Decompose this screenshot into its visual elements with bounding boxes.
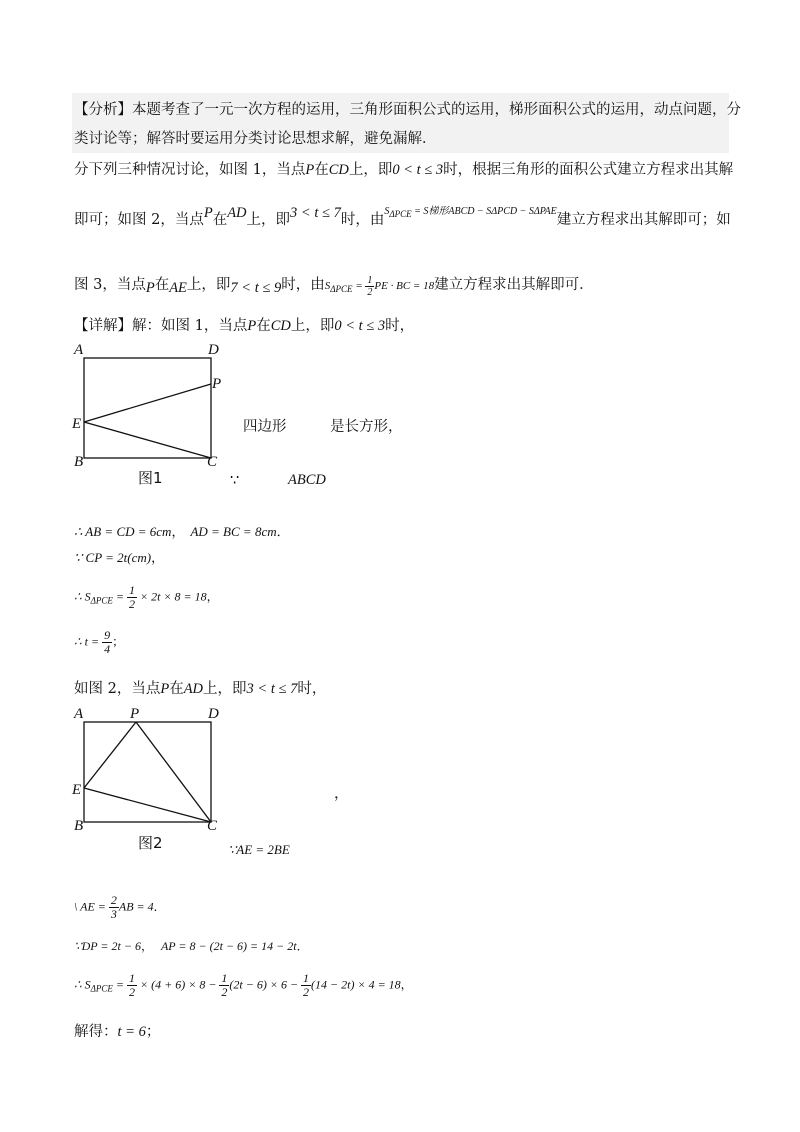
analysis-line-4 [74,205,731,234]
frac-den: 2 [367,287,373,298]
segment-pc [136,722,211,822]
step2-line-3 [74,972,413,999]
eq2-sub: ΔPCE [389,209,412,219]
analysis-text-4e: 建立方程求出其解即可；如 [556,212,731,228]
frac-den: 2 [221,985,228,999]
step1-line-4 [74,629,124,656]
punct: ． [296,939,309,953]
label-a: A [74,342,84,358]
analysis-line-5 [74,275,594,299]
detail-text-1d: 时， [385,318,415,334]
step1-line-3 [74,584,219,611]
step1-eq-a: ∴ AB = CD = 6cm [74,524,172,539]
step2-rest: AB = 4 [118,899,154,914]
eq3-s: S [324,280,331,293]
eq3-sub: ΔPCE [330,284,353,295]
frac-num: 1 [367,275,373,286]
detail-heading: 【详解】 [74,318,132,334]
eq2-rest: = S梯形ABCD − SΔPCD − SΔPAE [411,206,557,217]
label-p: P [212,376,222,392]
analysis-text-4a: 即可；如图 2，当点 [74,212,204,228]
punct: ， [171,525,185,540]
fig1-side-text-1: 四边形 [243,419,287,435]
frac-den: 2 [129,597,136,611]
step1-cp: ∵ CP = 2t(cm) [74,550,152,565]
step2-term-3: (14 − 2t) × 4 = 18 [311,977,401,992]
step2-line-1 [74,894,166,921]
label-d: D [208,342,219,358]
rectangle-abcd [84,358,211,458]
step1-s: ∴ S [74,589,91,604]
label-c: C [207,818,218,834]
eq3-eq: = [352,280,366,293]
point-p: P [145,280,155,297]
segment-cd: CD [328,162,349,178]
label-d: D [208,706,219,722]
step2-ap: AP = 8 − (2t − 6) = 14 − 2t [160,939,297,953]
solve-label: 解得： [74,1024,118,1040]
range-case-2: 3 < t ≤ 7 [246,681,298,697]
case2-intro [74,679,326,699]
figure-2-caption: 图2 [138,834,163,852]
analysis-line-3 [74,160,733,180]
label-e: E [72,416,82,432]
detail-text-1a: 解：如图 1，当点 [132,318,248,334]
fraction-one-half [301,972,311,999]
point-p: P [247,318,257,334]
analysis-line-2: 类讨论等；解答时要运用分类讨论思想求解，避免漏解． [74,131,437,147]
range-case-2: 3 < t ≤ 7 [290,205,341,221]
eq2-s: S [384,206,390,217]
label-b: B [74,818,84,834]
punct: ； [112,634,125,649]
punct: ； [145,1024,161,1040]
frac-num: 9 [104,628,111,642]
frac-num: 1 [221,971,228,985]
fig1-side-text-2: 是长方形， [330,419,403,435]
detail-line-1 [74,316,414,336]
analysis-text-5e: 建立方程求出其解即可． [434,277,594,294]
frac-num: 1 [129,583,136,597]
analysis-text-4c: 上，即 [246,212,291,228]
analysis-text-3b: 在 [314,162,329,178]
analysis-text-5a: 图 3，当点 [74,277,146,294]
fraction-two-thirds [109,894,119,921]
analysis-text-3c: 上，即 [348,162,393,178]
fraction-nine-quarters [102,629,112,656]
figure-2 [64,702,354,857]
step1-t: ∴ t = [74,634,103,649]
analysis-line-1 [74,100,741,120]
step2-eq: = [112,977,128,992]
analysis-text-5b: 在 [154,277,170,294]
fig2-comma: ， [334,786,349,802]
detail-text-1b: 在 [256,318,271,334]
frac-num: 1 [303,971,310,985]
step2-line-4 [74,1022,160,1042]
analysis-heading: 【分析】 [74,102,132,118]
case2-text-a: 如图 2，当点 [74,681,161,697]
label-e: E [72,782,82,798]
frac-num: 1 [129,971,136,985]
eq3-rest: PE · BC = 18 [374,280,435,293]
solution-t: t = 6 [117,1024,146,1040]
detail-text-1c: 上，即 [290,318,335,334]
segment-ae: AE [169,280,187,297]
case2-text-c: 上，即 [203,681,247,697]
segment-ec [84,788,211,822]
step2-term-1: × (4 + 6) × 8 − [137,977,220,992]
point-p: P [203,205,213,221]
segment-ad: AD [227,205,247,221]
step1-eq-b: AD = BC = 8cm [190,524,277,539]
step1-line-2 [74,548,164,569]
segment-cd: CD [270,318,291,334]
range-case-1: 0 < t ≤ 3 [334,318,386,334]
punct: ． [153,899,166,914]
analysis-text-3a: 分下列三种情况讨论，如图 1，当点 [74,162,306,178]
punct: ， [206,589,219,604]
step1-sub: ΔPCE [90,595,113,606]
frac-den: 2 [129,985,136,999]
punct: ． [276,525,290,540]
analysis-text-4d: 时，由 [340,212,385,228]
frac-num: 2 [110,893,117,907]
case2-text-b: 在 [169,681,184,697]
case2-text-d: 时， [297,681,327,697]
punct: ， [400,977,413,992]
frac-den: 4 [104,642,111,656]
punct: ， [151,551,165,566]
range-case-1: 0 < t ≤ 3 [392,162,444,178]
step2-ae: \ AE = [74,899,109,914]
step2-sub: ΔPCE [90,983,113,994]
frac-den: 3 [110,907,117,921]
analysis-text-4b: 在 [212,212,228,228]
step1-line-1 [74,522,290,543]
segment-ad: AD [183,681,204,697]
segment-ep [84,722,136,788]
point-p: P [305,162,315,178]
fraction-one-half [127,972,137,999]
range-case-3: 7 < t ≤ 9 [230,280,282,297]
segment-ec [84,422,211,458]
fig1-because: ∵ [230,473,240,489]
frac-den: 2 [303,985,310,999]
step2-s: ∴ S [74,977,91,992]
point-p: P [160,681,170,697]
punct: ， [140,939,153,953]
label-p: P [130,706,140,722]
step2-term-2: (2t − 6) × 6 − [229,977,302,992]
step2-line-2 [74,936,309,956]
figure-1-caption: 图1 [138,469,163,487]
analysis-text-1: 本题考查了一元一次方程的运用，三角形面积公式的运用，梯形面积公式的运用，动点问题，分 [132,102,741,118]
label-a: A [74,706,84,722]
fig2-because: ∵AE = 2BE [228,842,290,857]
analysis-text-5d: 时，由 [281,277,325,294]
area-equation-3 [324,275,435,298]
fig1-rect-name: ABCD [288,472,326,488]
step1-rest: × 2t × 8 = 18 [137,589,207,604]
label-c: C [207,454,218,470]
step2-dp: ∵DP = 2t − 6 [74,939,141,953]
segment-ep [84,384,211,422]
area-equation-2 [384,206,556,217]
analysis-text-3d: 时，根据三角形的面积公式建立方程求出其解 [443,162,734,178]
fraction-one-half [219,972,229,999]
fraction-one-half [127,584,137,611]
label-b: B [74,454,84,470]
step1-eq: = [112,589,128,604]
analysis-text-5c: 上，即 [186,277,231,294]
